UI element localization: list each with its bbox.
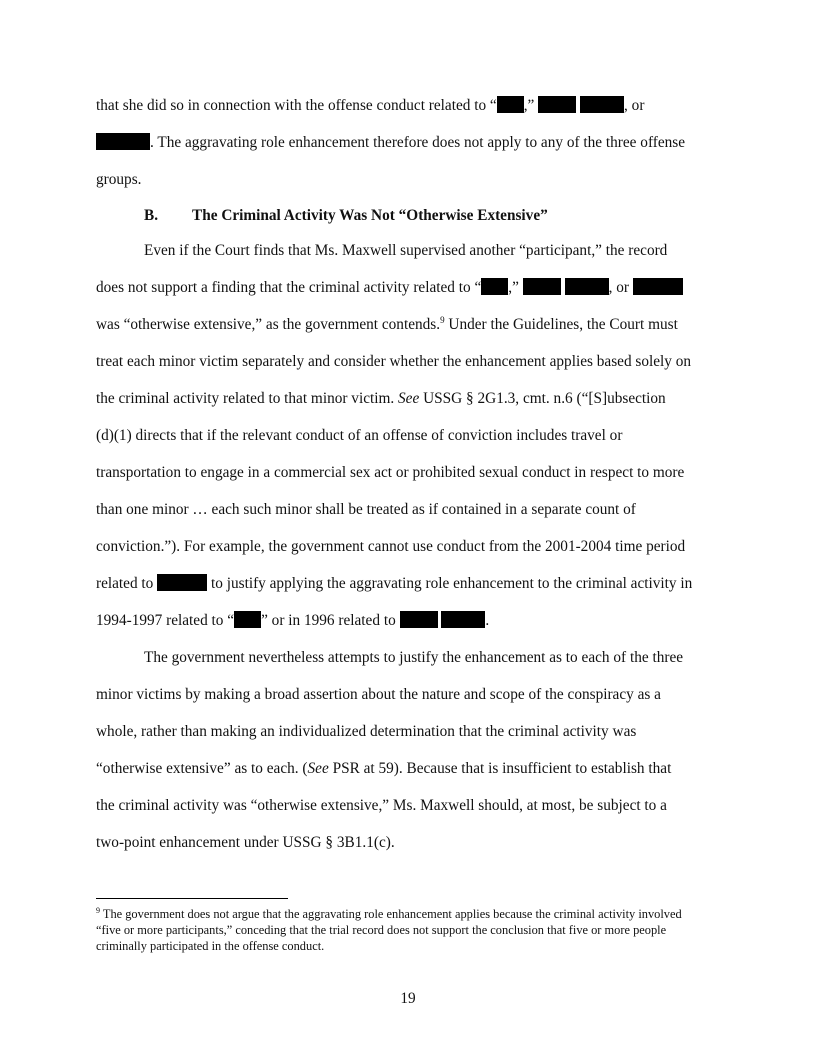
page-number: 19 xyxy=(400,990,416,1007)
footnote-marker: 9 xyxy=(96,906,100,915)
body-line-3: groups. xyxy=(96,171,142,188)
footnote-divider xyxy=(96,898,288,899)
body-line-15: The government nevertheless attempts to justify the enhancement as to each of the three xyxy=(144,649,684,666)
footnote-text: The government does not argue that the aggravating role enhancement applies because the criminal activity involved “five or more participants,” conceding that the trial record does not support the conclusion that five or more people criminally participated in the offense conduct. xyxy=(96,907,682,953)
redaction-box xyxy=(96,133,150,150)
section-title: The Criminal Activity Was Not “Otherwise Extensive” xyxy=(192,207,548,224)
body-line-18: “otherwise extensive” as to each. (See PSR at 59). Because that is insufficient to establish that xyxy=(96,760,672,777)
body-line-16: minor victims by making a broad assertion about the nature and scope of the conspiracy as a xyxy=(96,686,661,703)
footnote xyxy=(96,906,696,954)
body-line-12: conviction.”). For example, the government cannot use conduct from the 2001-2004 time period xyxy=(96,538,686,555)
body-line-17: whole, rather than making an individualized determination that the criminal activity was xyxy=(96,723,637,740)
body-line-19: the criminal activity was “otherwise extensive,” Ms. Maxwell should, at most, be subject to a xyxy=(96,797,667,814)
redaction-box xyxy=(523,278,561,295)
body-line-7: treat each minor victim separately and consider whether the enhancement applies based solely on xyxy=(96,353,692,370)
redaction-box xyxy=(580,96,624,113)
redaction-box xyxy=(157,574,207,591)
body-line-6: was “otherwise extensive,” as the government contends.$^9$ Under the Guidelines, the Court must xyxy=(96,315,678,333)
body-line-20: two-point enhancement under USSG § 3B1.1(c). xyxy=(96,834,395,851)
body-line-5: does not support a finding that the criminal activity related to “ ,” , or xyxy=(96,278,683,298)
redaction-box xyxy=(234,611,261,628)
body-line-4: Even if the Court finds that Ms. Maxwell supervised another “participant,” the record xyxy=(144,242,668,259)
redaction-box xyxy=(633,278,683,295)
redaction-box xyxy=(481,278,508,295)
body-line-13: related to to justify applying the aggravating role enhancement to the criminal activity in xyxy=(96,575,693,592)
body-line-1: that she did so in connection with the offense conduct related to “ ,” , or xyxy=(96,97,645,114)
section-heading xyxy=(144,206,548,226)
redaction-box xyxy=(497,96,524,113)
body-line-14: 1994-1997 related to “ ” or in 1996 related to . xyxy=(96,612,490,629)
redaction-box xyxy=(441,611,485,628)
body-line-11: than one minor … each such minor shall be treated as if contained in a separate count of xyxy=(96,501,636,518)
footnote-reference: 9 xyxy=(440,315,445,325)
redaction-box xyxy=(565,278,609,295)
body-line-9: (d)(1) directs that if the relevant conduct of an offense of conviction includes travel or xyxy=(96,427,623,444)
body-line-10: transportation to engage in a commercial sex act or prohibited sexual conduct in respect to more xyxy=(96,464,685,481)
redaction-box xyxy=(538,96,576,113)
section-number: B. xyxy=(144,207,159,224)
body-line-2: . The aggravating role enhancement therefore does not apply to any of the three offense xyxy=(96,133,685,153)
redaction-box xyxy=(400,611,438,628)
body-line-8: the criminal activity related to that minor victim. See USSG § 2G1.3, cmt. n.6 (“[S]ubsection xyxy=(96,390,666,407)
